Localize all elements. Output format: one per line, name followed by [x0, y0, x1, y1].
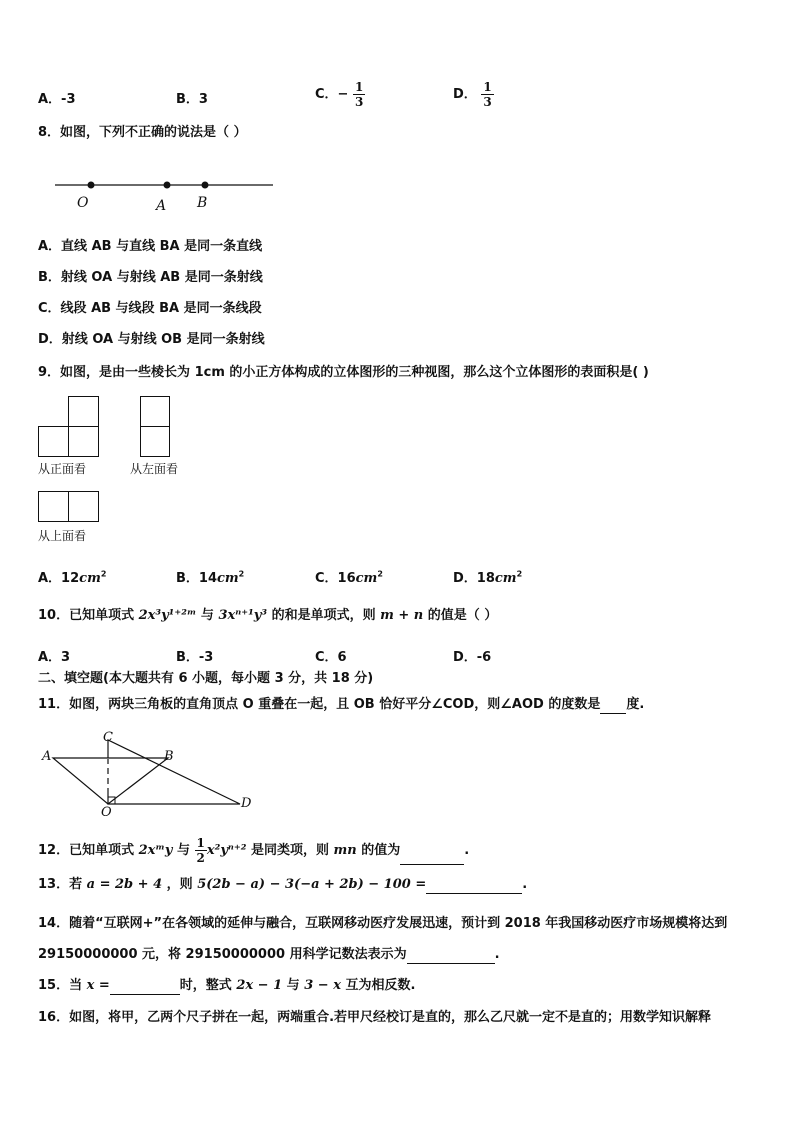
q9-option-d-value: D．18 [453, 571, 495, 586]
q8-option-c: C．线段 AB 与线段 BA 是同一条线段 [38, 301, 262, 316]
q7-option-d-fraction [481, 80, 493, 109]
q10-text-b: 与 [200, 608, 214, 623]
section-2-heading: 二、填空题(本大题共有 6 小题，每小题 3 分，共 18 分) [38, 671, 374, 686]
point-a-label: A [156, 198, 167, 214]
q11-stem [38, 696, 644, 714]
fraction-numerator: 1 [354, 80, 364, 94]
left-view-caption: 从左面看 [130, 462, 179, 476]
vertex-d-label: D [241, 796, 252, 811]
q15-text-d: 互为相反数. [345, 978, 416, 993]
fraction-denominator: 3 [354, 95, 364, 109]
triangle-cod [108, 740, 240, 804]
point-a [164, 182, 171, 189]
q10-option-b: B．-3 [176, 650, 214, 665]
q10-stem [38, 607, 497, 625]
q10-text-d: 的值是（ ） [427, 608, 498, 623]
q12-text-c: 是同类项，则 [250, 843, 329, 858]
q9-option-d [453, 567, 522, 586]
answer-blank[interactable] [600, 699, 626, 714]
view-cell [68, 396, 99, 427]
q7-option-c-label: C． [315, 87, 338, 102]
vertex-o-label: O [101, 805, 112, 820]
q11-triangles-figure [38, 728, 268, 818]
q8-option-d: D．射线 OA 与射线 OB 是同一条射线 [38, 332, 265, 347]
q12-end: . [464, 843, 470, 858]
q10-expr-3: m + n [380, 608, 424, 623]
q7-option-c-fraction [353, 80, 365, 109]
point-b-label: B [197, 195, 208, 211]
view-cell [140, 426, 170, 457]
point-b [202, 182, 209, 189]
q7-option-d [453, 80, 494, 109]
q10-expr-2: 3xⁿ⁺¹y³ [218, 608, 268, 623]
q15-text-c: 与 [286, 978, 300, 993]
q11-end: 度. [626, 697, 645, 712]
q7-option-b: B．3 [176, 92, 208, 107]
q15-expr-1: x = [86, 978, 110, 993]
q13-stem [38, 876, 527, 894]
q10-expr-1: 2x³y¹⁺²ᵐ [138, 608, 197, 623]
view-cell [38, 491, 69, 522]
q12-fraction [195, 836, 207, 865]
q9-option-a-value: A．12 [38, 571, 80, 586]
unit-power: 2 [238, 569, 245, 579]
q7-option-c-sign: − [337, 87, 349, 102]
q7-option-d-label: D． [453, 87, 477, 102]
vertex-a-label: A [42, 749, 52, 764]
q8-option-b: B．射线 OA 与射线 AB 是同一条射线 [38, 270, 263, 285]
q13-expr-1: a = 2b + 4 [86, 877, 163, 892]
q9-option-b-value: B．14 [176, 571, 217, 586]
q15-expr-3: 3 − x [304, 978, 341, 993]
view-cell [68, 491, 99, 522]
q12-stem [38, 836, 469, 865]
view-cell [68, 426, 99, 457]
q10-option-c: C．6 [315, 650, 347, 665]
q14-line-1: 14．随着“互联网+”在各领域的延伸与融合，互联网移动医疗发展迅速，预计到 2018 年我国移动医疗市场规模将达到 [38, 916, 728, 931]
q14-end: . [494, 947, 500, 962]
fraction-denominator: 3 [483, 95, 492, 109]
q13-text-b: ，则 [166, 877, 193, 892]
view-cell [140, 396, 170, 427]
q9-option-c-value: C．16 [315, 571, 356, 586]
q13-expr-2: 5(2b − a) − 3(−a + 2b) − 100 = [197, 877, 427, 892]
unit-cm: cm [355, 571, 378, 586]
unit-power: 2 [100, 569, 107, 579]
q13-end: . [522, 877, 528, 892]
q10-text-a: 10．已知单项式 [38, 608, 135, 623]
q13-text-a: 13．若 [38, 877, 83, 892]
fraction-numerator: 1 [483, 80, 492, 94]
q9-option-b [176, 567, 244, 586]
q12-expr-1: 2xᵐy [138, 843, 173, 858]
vertex-c-label: C [103, 730, 113, 745]
q9-option-a [38, 567, 106, 586]
unit-power: 2 [516, 569, 523, 579]
unit-power: 2 [377, 569, 383, 579]
point-o [88, 182, 95, 189]
q11-text: 11．如图，两块三角板的直角顶点 O 重叠在一起，且 OB 恰好平分∠COD，则∠AOD 的度数是 [38, 697, 601, 712]
q7-option-c [315, 80, 365, 109]
q15-text-a: 15．当 [38, 978, 83, 993]
answer-blank[interactable] [407, 949, 495, 964]
vertex-b-label: B [164, 749, 174, 764]
answer-blank[interactable] [110, 980, 180, 995]
q8-stem: 8．如图，下列不正确的说法是（ ） [38, 125, 247, 140]
q14-line-2 [38, 946, 500, 964]
unit-cm: cm [217, 571, 239, 586]
view-cell [38, 426, 69, 457]
q10-option-a: A．3 [38, 650, 71, 665]
answer-blank[interactable] [426, 879, 522, 894]
q7-option-a: A．-3 [38, 92, 76, 107]
q9-stem: 9．如图，是由一些棱长为 1cm 的小正方体构成的立体图形的三种视图，那么这个立体图形的表面积是( ) [38, 365, 649, 380]
q12-text-b: 与 [176, 843, 190, 858]
q8-option-a: A．直线 AB 与直线 BA 是同一条直线 [38, 239, 263, 254]
q12-text-a: 12．已知单项式 [38, 843, 135, 858]
q15-text-b: 时，整式 [179, 978, 232, 993]
q12-expr-3: mn [333, 843, 357, 858]
q14-text: 29150000000 元，将 29150000000 用科学记数法表示为 [38, 947, 407, 962]
answer-blank[interactable] [400, 850, 464, 865]
unit-cm: cm [494, 571, 517, 586]
q15-expr-2: 2x − 1 [236, 978, 283, 993]
top-view-caption: 从上面看 [38, 529, 87, 543]
fraction-numerator: 1 [196, 836, 205, 850]
q12-text-d: 的值为 [361, 843, 401, 858]
q12-expr-2: x²yⁿ⁺² [206, 843, 247, 858]
unit-cm: cm [79, 571, 101, 586]
front-view-caption: 从正面看 [38, 462, 87, 476]
q10-text-c: 的和是单项式，则 [271, 608, 376, 623]
q16-stem: 16．如图，将甲，乙两个尺子拼在一起，两端重合.若甲尺经校订是直的，那么乙尺就一定不是直的；用数学知识解释 [38, 1010, 712, 1025]
q10-option-d: D．-6 [453, 650, 492, 665]
q15-stem [38, 977, 415, 995]
q9-option-c [315, 567, 383, 586]
fraction-denominator: 2 [196, 851, 205, 865]
point-o-label: O [77, 195, 89, 211]
